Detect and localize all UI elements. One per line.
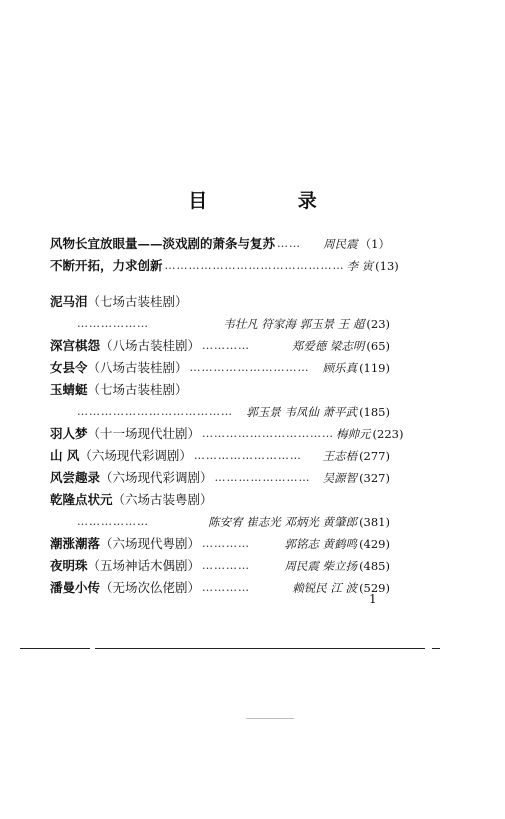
toc-entry-continuation — [50, 313, 390, 335]
toc-entry — [50, 335, 390, 357]
entry-title: 夜明珠 — [50, 558, 88, 573]
dot-leader: ………………………………… — [77, 405, 233, 418]
entry-genre: （十一场现代壮剧） — [87, 426, 201, 441]
toc-entry — [50, 291, 390, 313]
entry-genre: （六场现代粤剧） — [100, 536, 201, 551]
entry-genre: （无场次仫佬剧） — [100, 580, 201, 595]
entry-page: (23) — [366, 317, 390, 331]
entry-title: 玉蜻蜓 — [50, 382, 88, 397]
page-number: 1 — [369, 592, 377, 606]
entry-title: 山 风 — [50, 448, 80, 463]
toc-entry — [50, 555, 390, 577]
dot-leader: ……………………………………… — [164, 259, 345, 272]
entry-genre: （八场古装桂剧） — [100, 338, 201, 353]
entry-page: (65) — [366, 339, 390, 353]
entry-page: (185) — [359, 405, 390, 419]
entry-title: 风物长宜放眼量——淡戏剧的萧条与复苏 — [50, 236, 276, 251]
entry-title: 深宫棋怨 — [50, 338, 101, 353]
dot-leader: ………… — [202, 339, 251, 352]
footer-rule — [95, 648, 425, 649]
entry-authors: 赖锐民 江 波 — [292, 581, 358, 595]
entry-page: (119) — [359, 361, 390, 375]
entry-page: (429) — [359, 537, 390, 551]
dot-leader: ……………………… — [193, 449, 302, 462]
entry-page: (529) — [359, 581, 390, 595]
entry-authors: 郑爱德 梁志明 — [291, 339, 365, 353]
entry-page: (327) — [359, 471, 390, 485]
dot-leader: ………… — [202, 581, 251, 594]
dot-leader: ………… — [202, 537, 251, 550]
entry-authors: 李 寅 — [346, 259, 374, 273]
entry-page: (13) — [375, 259, 399, 273]
table-of-contents — [50, 233, 404, 599]
entry-authors: 郭玉景 韦凤仙 萧平武 — [246, 405, 358, 419]
dot-leader: ………………………… — [189, 361, 310, 374]
toc-entry — [50, 489, 390, 511]
entry-page: (381) — [359, 515, 390, 529]
toc-entry — [50, 233, 390, 255]
dot-leader: …… — [277, 237, 302, 250]
toc-entry — [50, 357, 390, 379]
entry-page: （1） — [359, 237, 390, 251]
entry-genre: （六场现代彩调剧） — [100, 470, 213, 485]
entry-authors: 梅帅元 — [336, 427, 371, 441]
dot-leader: ……………… — [77, 515, 149, 528]
entry-authors: 韦壮凡 符家海 郭玉景 王 超 — [223, 317, 365, 331]
entry-title: 潮涨潮落 — [50, 536, 101, 551]
toc-entry — [50, 255, 399, 277]
entry-authors: 郭铭志 黄鹤鸣 — [284, 537, 358, 551]
toc-entry-continuation — [50, 401, 390, 423]
toc-entry — [50, 577, 390, 599]
entry-page: (485) — [359, 559, 390, 573]
entry-authors: 陈安宥 崔志光 邓炳光 黄肇郎 — [208, 515, 358, 529]
footer-rule-right — [432, 648, 440, 649]
toc-entry-continuation — [50, 511, 390, 533]
entry-authors: 顾乐真 — [322, 361, 358, 375]
entry-title: 乾隆点状元 — [50, 492, 113, 507]
entry-title: 泥马泪 — [50, 294, 88, 309]
page-title: 目 录 — [188, 190, 359, 212]
entry-title: 潘曼小传 — [50, 580, 101, 595]
dot-leader: ……………… — [77, 317, 149, 330]
entry-authors: 王志梧 — [322, 449, 358, 463]
toc-entry — [50, 467, 390, 489]
toc-entry — [50, 379, 390, 401]
entry-genre: （七场古装桂剧） — [87, 382, 188, 397]
entry-authors: 周民震 柴立扬 — [284, 559, 358, 573]
entry-genre: （六场现代彩调剧） — [79, 448, 192, 463]
entry-authors: 周民震 — [323, 237, 358, 251]
dot-leader: …………………………… — [202, 427, 335, 440]
section-gap — [50, 277, 390, 291]
entry-title: 不断开拓，力求创新 — [50, 258, 163, 273]
entry-genre: （六场古装粤剧） — [112, 492, 213, 507]
entry-authors: 吴源智 — [322, 471, 358, 485]
entry-page: (223) — [372, 427, 404, 441]
dot-leader: …………………… — [214, 471, 311, 484]
entry-page: (277) — [359, 449, 390, 463]
entry-title: 羽人梦 — [50, 426, 88, 441]
footer-rule-left — [20, 648, 90, 649]
dot-leader: ………… — [202, 559, 251, 572]
entry-genre: （七场古装桂剧） — [87, 294, 188, 309]
entry-genre: （五场神话木偶剧） — [87, 558, 201, 573]
toc-entry — [50, 423, 404, 445]
toc-entry — [50, 533, 390, 555]
toc-entry — [50, 445, 390, 467]
faint-rule — [246, 718, 294, 719]
entry-title: 风尝趣录 — [50, 470, 101, 485]
entry-title: 女县令 — [50, 360, 88, 375]
entry-genre: （八场古装桂剧） — [87, 360, 188, 375]
